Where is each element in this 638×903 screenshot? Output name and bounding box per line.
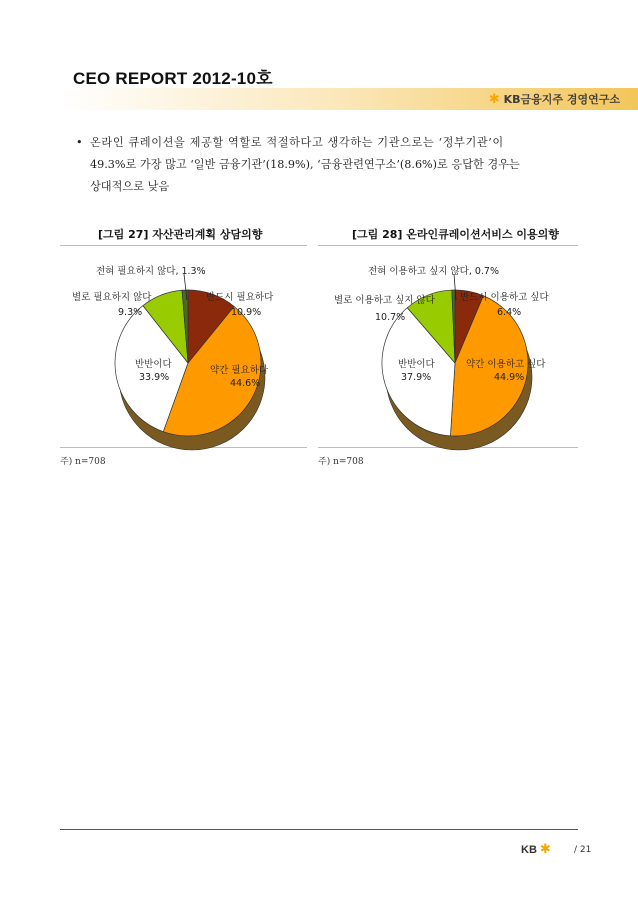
bullet-line-3: 상대적으로 낮음: [90, 180, 170, 193]
footer-brand: [521, 842, 551, 857]
fig28-label-must-value: 6.4%: [497, 307, 522, 318]
fig27-label-some-name: 약간 필요하다: [210, 365, 269, 376]
fig28-label-none: 전혀 이용하고 싶지 않다, 0.7%: [368, 266, 500, 277]
fig28-label-half-value: 37.9%: [401, 372, 432, 383]
fig28-label-notmuch-value: 10.7%: [375, 312, 406, 323]
fig27-label-notmuch-name: 별로 필요하지 않다: [72, 292, 152, 303]
fig28-label-some-name: 약간 이용하고 싶다: [466, 359, 546, 370]
report-title: CEO REPORT 2012-10호: [73, 69, 273, 88]
figure-27-note: 주) n=708: [60, 457, 106, 467]
fig27-label-notmuch-value: 9.3%: [118, 307, 143, 318]
bullet-icon: •: [76, 136, 83, 149]
fig27-label-must-value: 10.9%: [231, 307, 262, 318]
fig27-label-some-value: 44.6%: [230, 378, 261, 389]
bullet-line-2: 49.3%로 가장 많고 ‘일반 금융기관’(18.9%), ‘금융관련연구소’(8.6%)로 응답한 경우는: [90, 158, 520, 171]
figure-28-title: [그림 28] 온라인큐레이션서비스 이용의향: [352, 228, 559, 241]
fig28-label-notmuch-name: 별로 이용하고 싶지 않다: [334, 295, 435, 306]
fig27-label-none: 전혀 필요하지 않다, 1.3%: [96, 266, 206, 277]
fig27-label-must-name: 반드시 필요하다: [206, 292, 274, 303]
fig28-label-must-name: 반드시 이용하고 싶다: [460, 292, 549, 303]
kb-star-footer-icon: ✱: [539, 842, 551, 857]
fig27-label-half-value: 33.9%: [139, 372, 170, 383]
bullet-line-1: 온라인 큐레이션을 제공할 역할로 적절하다고 생각하는 기관으로는 ‘정부기관’이: [90, 136, 504, 149]
header-brand-text: KB금융지주 경영연구소: [503, 93, 620, 106]
fig28-label-half-name: 반반이다: [398, 359, 435, 370]
figure-27-title: [그림 27] 자산관리계획 상담의향: [98, 228, 263, 241]
kb-star-icon: ✱: [488, 91, 500, 107]
page-number: / 21: [574, 845, 592, 855]
fig28-label-some-value: 44.9%: [494, 372, 525, 383]
figure-28-note: 주) n=708: [318, 457, 364, 467]
footer-brand-text: KB: [521, 843, 537, 856]
footer-rule: [60, 829, 578, 830]
fig27-label-half-name: 반반이다: [135, 359, 172, 370]
